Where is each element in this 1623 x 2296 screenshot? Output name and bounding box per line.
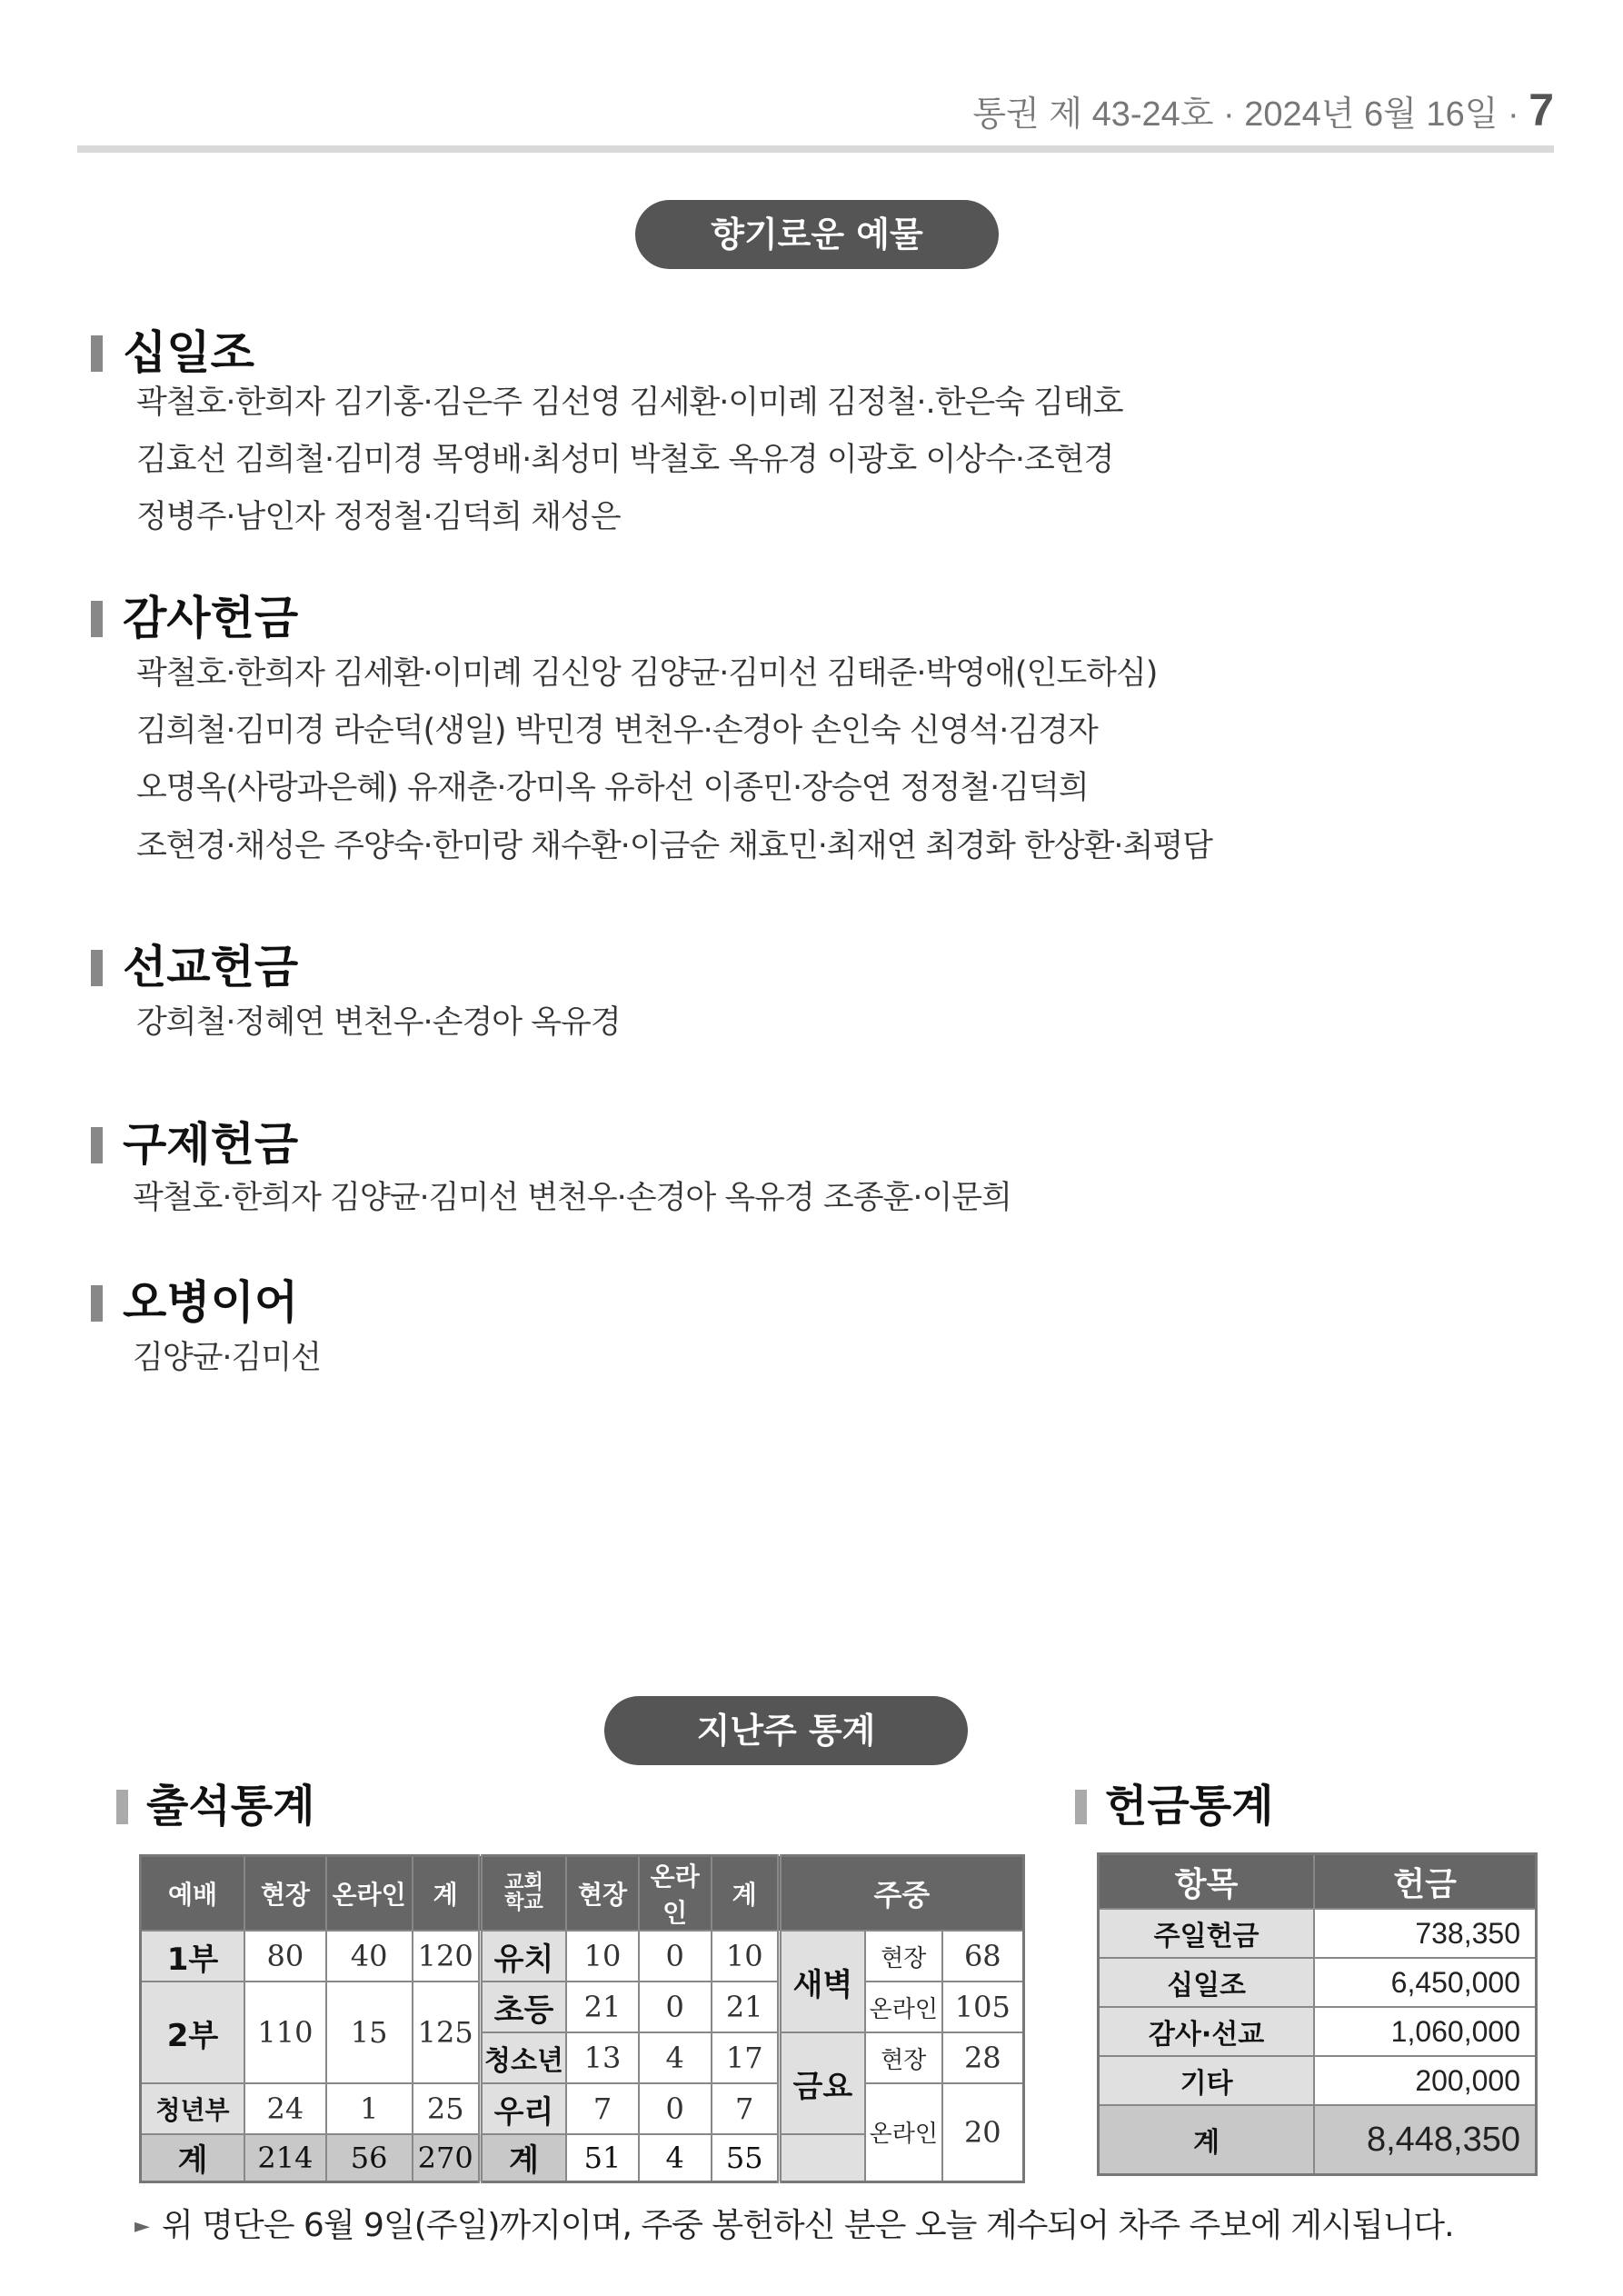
cell-value: 120 xyxy=(413,1931,481,1982)
row-label: 계 xyxy=(480,2134,566,2181)
cell-value: 110 xyxy=(244,1982,326,2083)
cell-value: 270 xyxy=(413,2134,481,2181)
cell-value: 28 xyxy=(942,2032,1024,2083)
table-row xyxy=(1099,2007,1537,2056)
names-line: 김희철·김미경 라순덕(생일) 박민경 변천우·손경아 손인숙 신영석·김경자 xyxy=(136,713,1098,749)
names-line: 곽철호·한희자 김세환·이미례 김신앙 김양균·김미선 김태준·박영애(인도하심) xyxy=(136,655,1158,692)
cell-value: 24 xyxy=(244,2083,326,2134)
cell-value: 125 xyxy=(413,1982,481,2083)
cell-value: 10 xyxy=(712,1931,780,1982)
table-row xyxy=(141,1982,1024,2032)
column-header: 헌금 xyxy=(1314,1854,1536,1910)
cell-value: 17 xyxy=(712,2032,780,2083)
cell-value: 68 xyxy=(942,1931,1024,1982)
row-label: 청소년 xyxy=(480,2032,566,2083)
cell-label: 온라인 xyxy=(865,1982,942,2032)
cell-value: 738,350 xyxy=(1314,1909,1536,1958)
column-header: 온라인 xyxy=(326,1856,413,1932)
triangle-bullet-icon: ► xyxy=(134,2215,149,2238)
cell-value: 10 xyxy=(566,1931,639,1982)
footnote xyxy=(134,2200,1454,2246)
table-row xyxy=(1099,1958,1537,2007)
names-line: 정병주·남인자 정정철·김덕희 채성은 xyxy=(136,499,621,535)
cell-value: 80 xyxy=(244,1931,326,1982)
cell-value: 15 xyxy=(326,1982,413,2083)
section-marker xyxy=(116,1790,128,1824)
names-line: 곽철호·한희자 김기홍·김은주 김선영 김세환·이미례 김정철·.한은숙 김태호 xyxy=(136,384,1123,421)
table-header-row xyxy=(141,1856,1024,1932)
row-label: 새벽 xyxy=(779,1931,865,2032)
cell-value: 13 xyxy=(566,2032,639,2083)
row-label: 금요 xyxy=(779,2032,865,2134)
table-row xyxy=(141,1931,1024,1982)
section-title-five-loaves: 오병이어 xyxy=(91,1266,298,1332)
row-label: 십일조 xyxy=(1099,1958,1315,2007)
section-title-tithe: 십일조 xyxy=(91,316,254,382)
cell-value: 0 xyxy=(639,1931,712,1982)
row-label: 계 xyxy=(1099,2105,1315,2175)
table-row xyxy=(1099,1909,1537,1958)
row-label: 주일헌금 xyxy=(1099,1909,1315,1958)
header-divider xyxy=(77,145,1554,153)
offering-totals-table xyxy=(1097,1852,1538,2176)
section-marker xyxy=(1075,1790,1087,1824)
cell-value: 0 xyxy=(639,1982,712,2032)
row-label: 기타 xyxy=(1099,2056,1315,2105)
names-line: 김양균·김미선 xyxy=(133,1340,321,1376)
offerings-banner: 향기로운 예물 xyxy=(635,200,999,269)
column-header: 교회 학교 xyxy=(480,1856,566,1932)
column-header: 계 xyxy=(712,1856,780,1932)
section-title-relief: 구제헌금 xyxy=(91,1108,298,1173)
column-header: 항목 xyxy=(1099,1854,1315,1910)
row-label: 유치 xyxy=(480,1931,566,1982)
cell-label: 현장 xyxy=(865,2032,942,2083)
section-marker xyxy=(91,950,103,986)
section-title-thanksgiving: 감사헌금 xyxy=(91,582,298,647)
names-line: 김효선 김희철·김미경 목영배·최성미 박철호 옥유경 이광호 이상수·조현경 xyxy=(136,442,1114,478)
cell-value: 40 xyxy=(326,1931,413,1982)
cell-value: 56 xyxy=(326,2134,413,2181)
column-header: 현장 xyxy=(566,1856,639,1932)
section-marker xyxy=(91,335,103,372)
section-marker xyxy=(91,1127,103,1163)
attendance-title: 출석통계 xyxy=(116,1771,314,1833)
cell-value: 105 xyxy=(942,1982,1024,2032)
cell-value: 200,000 xyxy=(1314,2056,1536,2105)
column-header: 주중 xyxy=(779,1856,1023,1932)
column-header: 온라인 xyxy=(639,1856,712,1932)
row-label: 감사·선교 xyxy=(1099,2007,1315,2056)
cell-value: 4 xyxy=(639,2032,712,2083)
cell-value: 8,448,350 xyxy=(1314,2105,1536,2175)
footnote-text: 위 명단은 6월 9일(주일)까지이며, 주중 봉헌하신 분은 오늘 계수되어 차주 주보에 게시됩니다. xyxy=(161,2207,1454,2244)
cell-value: 7 xyxy=(566,2083,639,2134)
cell-value: 1,060,000 xyxy=(1314,2007,1536,2056)
row-label: 청년부 xyxy=(141,2083,245,2134)
empty-cell xyxy=(779,2134,865,2181)
table-row xyxy=(1099,2056,1537,2105)
column-header: 예배 xyxy=(141,1856,245,1932)
names-line: 오명옥(사랑과은혜) 유재춘·강미옥 유하선 이종민·장승연 정정철·김덕희 xyxy=(136,770,1089,806)
cell-value: 51 xyxy=(566,2134,639,2181)
row-label: 2부 xyxy=(141,1982,245,2083)
stats-banner: 지난주 통계 xyxy=(604,1696,968,1765)
cell-value: 21 xyxy=(566,1982,639,2032)
cell-label: 현장 xyxy=(865,1931,942,1982)
cell-value: 21 xyxy=(712,1982,780,2032)
names-line: 곽철호·한희자 김양균·김미선 변천우·손경아 옥유경 조종훈·이문희 xyxy=(133,1180,1011,1216)
money-title: 헌금통계 xyxy=(1075,1771,1273,1833)
table-total-row xyxy=(1099,2105,1537,2175)
section-marker xyxy=(91,1285,103,1322)
row-label: 계 xyxy=(141,2134,245,2181)
cell-value: 7 xyxy=(712,2083,780,2134)
row-label: 1부 xyxy=(141,1931,245,1982)
names-line: 조현경·채성은 주양숙·한미랑 채수환·이금순 채효민·최재연 최경화 한상환·최평담 xyxy=(136,828,1212,864)
column-header: 계 xyxy=(413,1856,481,1932)
issue-info xyxy=(972,84,1554,136)
cell-value: 4 xyxy=(639,2134,712,2181)
cell-label: 온라인 xyxy=(865,2083,942,2181)
names-line: 강희철·정혜연 변천우·손경아 옥유경 xyxy=(136,1004,621,1041)
table-header-row xyxy=(1099,1854,1537,1910)
cell-value: 214 xyxy=(244,2134,326,2181)
cell-value: 6,450,000 xyxy=(1314,1958,1536,2007)
section-title-mission: 선교헌금 xyxy=(91,931,298,996)
page-number: 7 xyxy=(1528,85,1554,135)
cell-value: 1 xyxy=(326,2083,413,2134)
cell-value: 55 xyxy=(712,2134,780,2181)
attendance-table xyxy=(139,1854,1025,2183)
column-header: 현장 xyxy=(244,1856,326,1932)
cell-value: 25 xyxy=(413,2083,481,2134)
section-marker xyxy=(91,601,103,637)
table-row xyxy=(141,2083,1024,2134)
cell-value: 0 xyxy=(639,2083,712,2134)
cell-value: 20 xyxy=(942,2083,1024,2181)
page-header xyxy=(77,84,1554,144)
issue-text: 통권 제 43-24호 · 2024년 6월 16일 · xyxy=(972,95,1529,134)
row-label: 우리 xyxy=(480,2083,566,2134)
row-label: 초등 xyxy=(480,1982,566,2032)
